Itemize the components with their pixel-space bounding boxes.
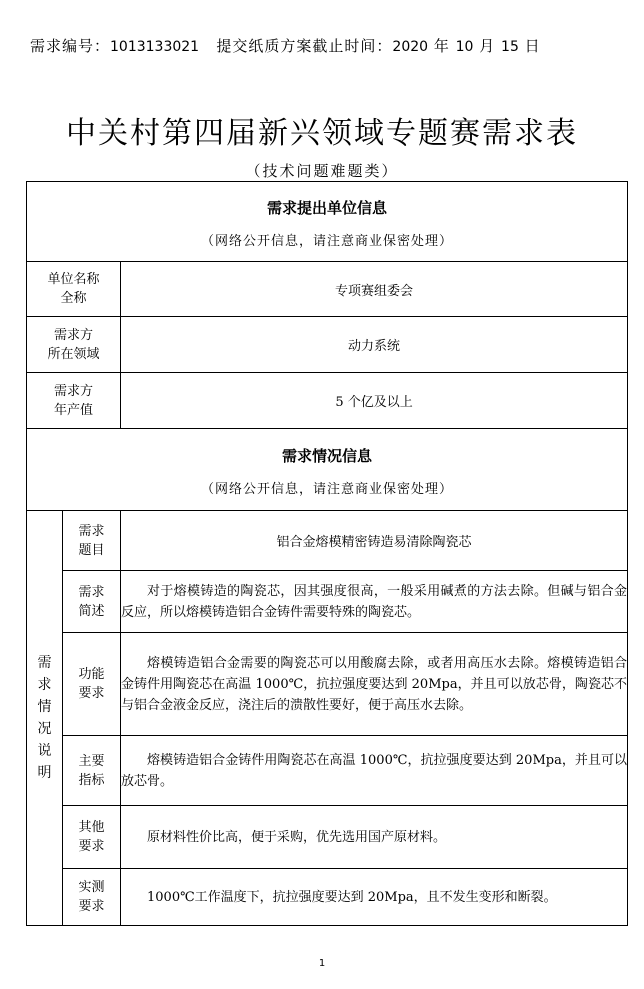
test-label: 实测 要求 [63,869,121,926]
table-row [27,806,628,869]
summary-label: 需求 简述 [63,571,121,633]
test-value: 1000℃工作温度下，抗拉强度要达到 20Mpa，且不发生变形和断裂。 [121,869,628,926]
table-row [27,511,628,571]
side-label: 需 求 情 况 说 明 [27,511,63,926]
requirement-table [26,181,628,926]
page-subtitle: （技术问题难题类） [245,162,399,180]
deadline-label: 提交纸质方案截止时间： [216,37,393,55]
deadline-day: 15 [501,39,519,55]
section2-header-row [27,429,628,511]
section1-note: （网络公开信息，请注意商业保密处理） [201,233,454,249]
section2-header [27,429,628,511]
deadline-year: 2020 [392,39,429,55]
function-label: 功能 要求 [63,633,121,736]
table-row [27,317,628,373]
section1-heading: 需求提出单位信息 [267,198,388,217]
table-row [27,373,628,429]
unit-name-label: 单位名称 全称 [27,262,121,317]
other-value: 原材料性价比高，便于采购，优先选用国产原材料。 [121,806,628,869]
table-row [27,869,628,926]
indicator-value: 熔模铸造铝合金铸件用陶瓷芯在高温 1000℃，抗拉强度要达到 20Mpa，并且可以放芯骨。 [121,736,628,806]
section2-note: （网络公开信息，请注意商业保密处理） [201,481,454,497]
table-row [27,262,628,317]
year-char: 年 [433,37,450,55]
page-title: 中关村第四届新兴领域专题赛需求表 [66,116,578,151]
header-line [30,35,541,56]
deadline-month: 10 [455,39,474,55]
indicator-label: 主要 指标 [63,736,121,806]
month-char: 月 [479,37,496,55]
table-row [27,571,628,633]
table-row [27,736,628,806]
req-no-label: 需求编号： [30,37,111,55]
other-label: 其他 要求 [63,806,121,869]
page-number: 1 [318,958,326,969]
section1-header-row [27,182,628,262]
domain-label: 需求方 所在领域 [27,317,121,373]
function-value: 熔模铸造铝合金需要的陶瓷芯可以用酸腐去除，或者用高压水去除。熔模铸造铝合金铸件用陶瓷芯在高温 1000℃，抗拉强度要达到 20Mpa，并且可以放芯骨，陶瓷芯不与铝合金液金反应，浇注后的溃散性要好，便于高压水去除。 [121,633,628,736]
topic-label: 需求 题目 [63,511,121,571]
output-value: 5 个亿及以上 [121,373,628,429]
table-row [27,633,628,736]
domain-value: 动力系统 [121,317,628,373]
topic-value: 铝合金熔模精密铸造易清除陶瓷芯 [121,511,628,571]
day-char: 日 [524,37,541,55]
summary-value: 对于熔模铸造的陶瓷芯，因其强度很高，一般采用碱煮的方法去除。但碱与铝合金反应，所以熔模铸造铝合金铸件需要特殊的陶瓷芯。 [121,571,628,633]
section2-heading: 需求情况信息 [282,446,373,465]
section1-header [27,182,628,262]
unit-name-value: 专项赛组委会 [121,262,628,317]
req-no: 1013133021 [110,39,200,55]
output-label: 需求方 年产值 [27,373,121,429]
